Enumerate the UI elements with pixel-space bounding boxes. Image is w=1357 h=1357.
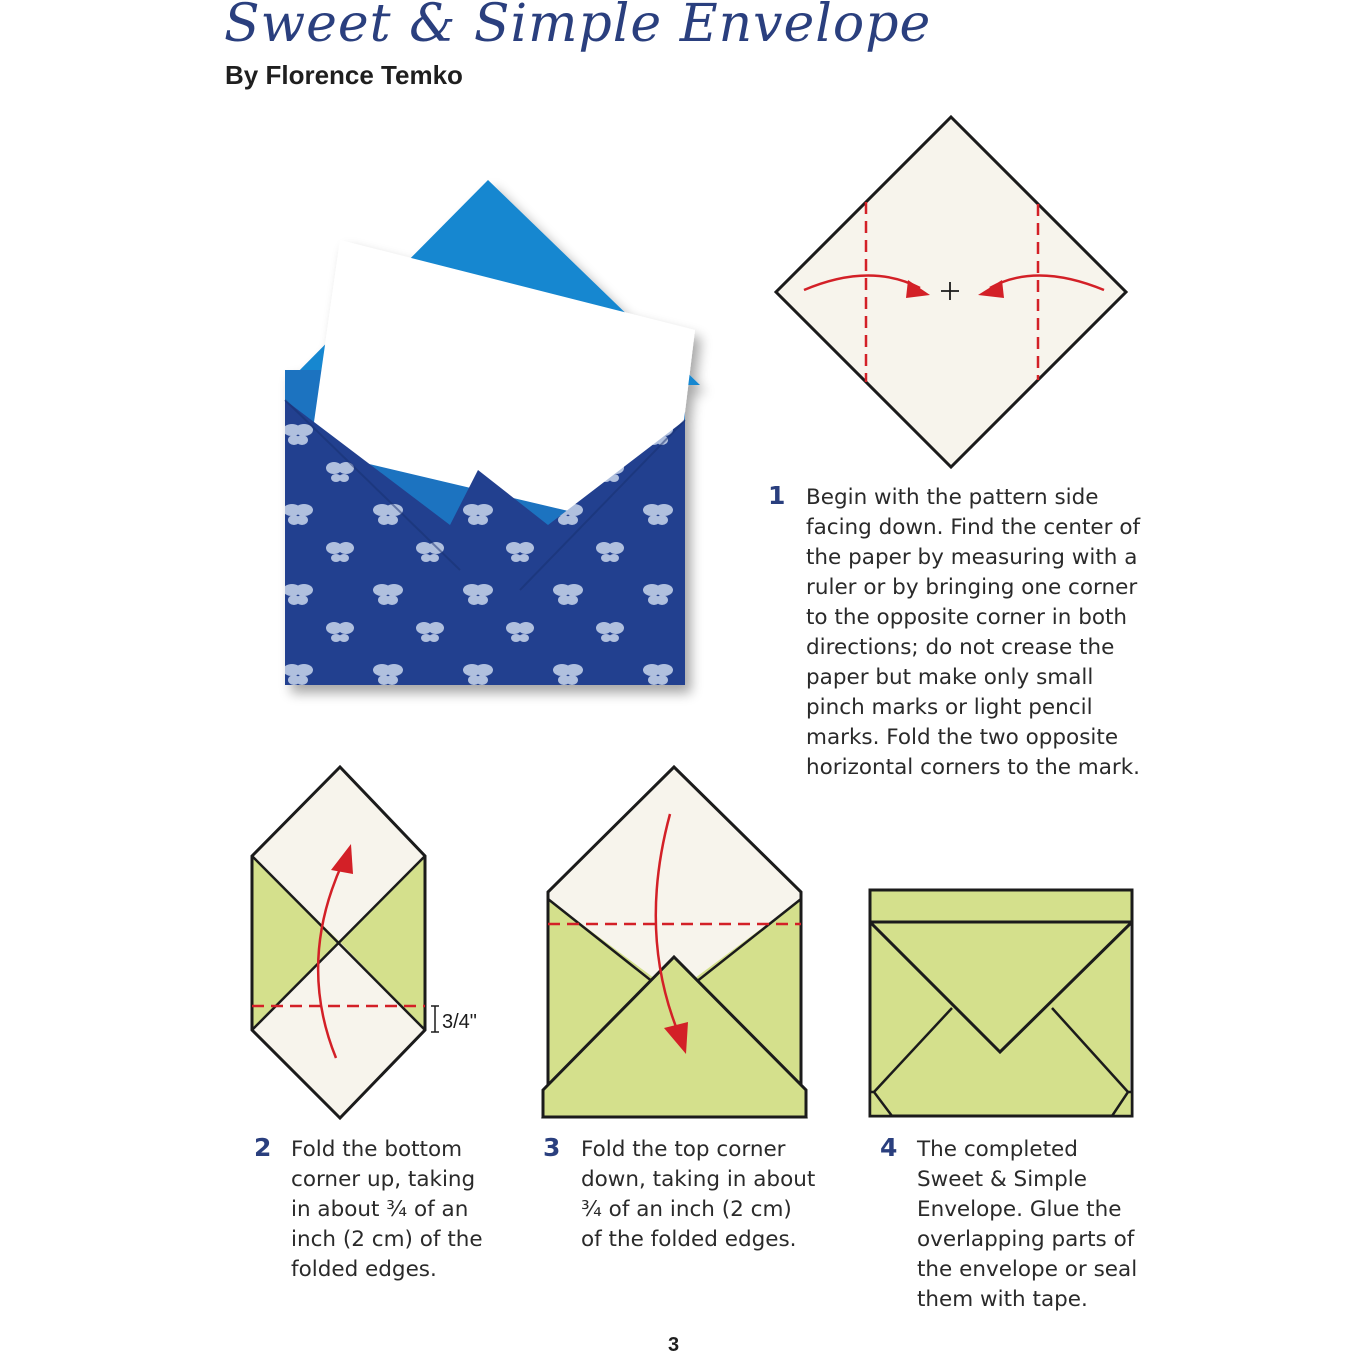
author-byline: By Florence Temko: [225, 60, 463, 90]
step-text: Begin with the pattern side facing down. Find the center of the paper by measuring with a ruler or by bringing one corner to the opposite corner in both directions; do not crease the paper but make only small pinch marks or light pencil marks. Fold the two opposite horizontal corners to the mark.: [806, 485, 1141, 780]
step-2: [254, 1135, 514, 1295]
step-number: 4: [880, 1133, 898, 1162]
page-title: Sweet & Simple Envelope: [224, 0, 932, 54]
envelope-photo: [270, 170, 730, 710]
step-number: 2: [254, 1133, 272, 1162]
paper-square: [776, 117, 1126, 467]
step-number: 3: [543, 1133, 561, 1162]
step-4: [880, 1135, 1170, 1325]
step-number: 1: [768, 481, 786, 510]
step3-diagram: [538, 762, 814, 1124]
step2-diagram: [245, 762, 495, 1124]
page-number: 3: [668, 1334, 680, 1356]
step1-diagram: [770, 112, 1132, 472]
step4-diagram: [862, 882, 1140, 1124]
measure-label: 3/4": [442, 1011, 477, 1033]
step-text: Fold the top corner down, taking in about ¾ of an inch (2 cm) of the folded edges.: [581, 1137, 816, 1252]
step-text: Fold the bottom corner up, taking in about ¾ of an inch (2 cm) of the folded edges.: [291, 1137, 483, 1282]
step-text: The completed Sweet & Simple Envelope. Glue the overlapping parts of the envelope or seal them with tape.: [917, 1137, 1138, 1312]
step-1: [768, 483, 1148, 783]
step-3: [543, 1135, 833, 1265]
